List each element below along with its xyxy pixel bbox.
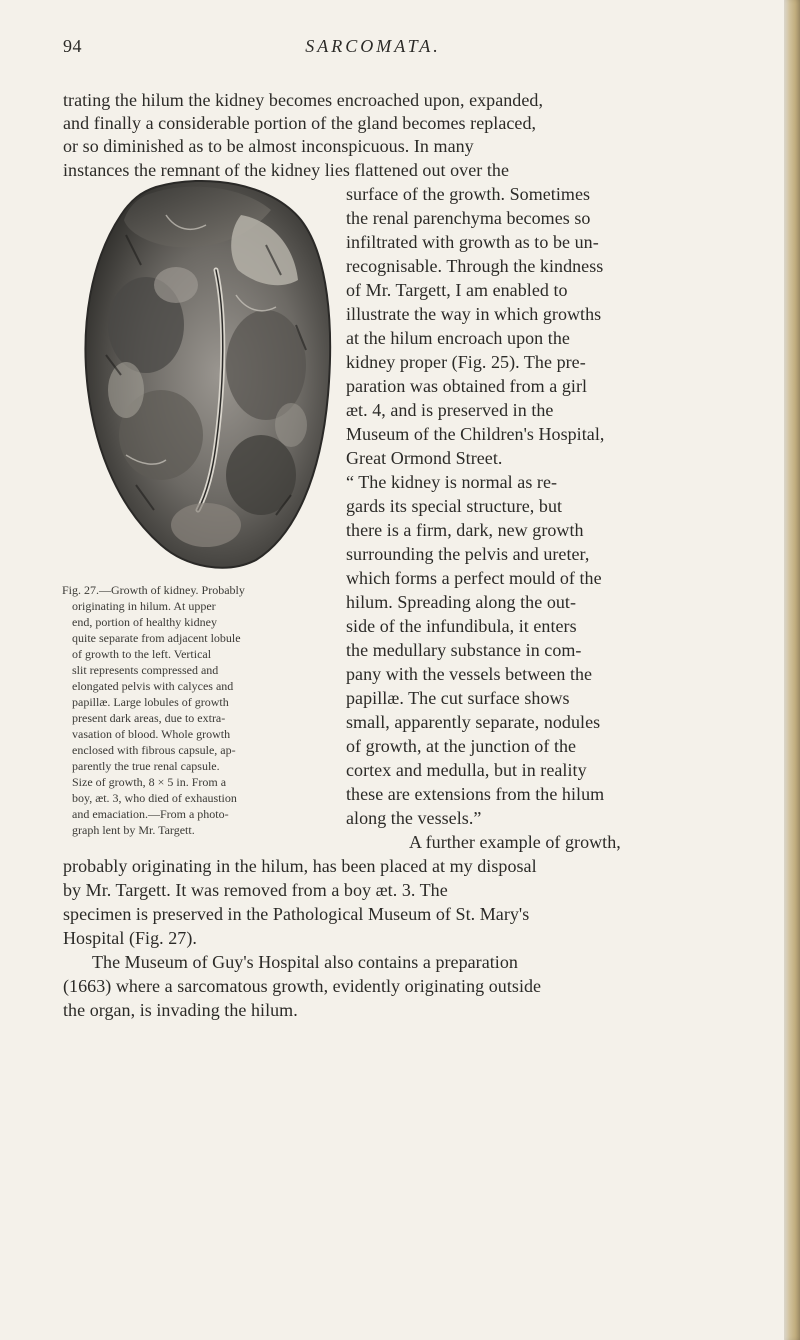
caption-line: present dark areas, due to extra- <box>72 711 226 725</box>
caption-line: enclosed with fibrous capsule, ap- <box>72 743 236 757</box>
text-line: The Museum of Guy's Hospital also contains a preparation <box>92 952 518 972</box>
text-line: side of the infundibula, it enters <box>346 616 577 636</box>
caption-line: Size of growth, 8 × 5 in. From a <box>72 775 227 789</box>
text-line: Great Ormond Street. <box>346 448 503 468</box>
text-line: of growth, at the junction of the <box>346 736 577 756</box>
text-line: and finally a considerable portion of the gland becomes replaced, <box>63 113 537 133</box>
caption-line: papillæ. Large lobules of growth <box>72 695 229 709</box>
text-line: small, apparently separate, nodules <box>346 712 601 732</box>
caption-line: graph lent by Mr. Targett. <box>72 823 195 837</box>
caption-line: boy, æt. 3, who died of exhaustion <box>72 791 237 805</box>
caption-line: parently the true renal capsule. <box>72 759 220 773</box>
text-line: instances the remnant of the kidney lies flattened out over the <box>63 160 510 180</box>
text-line: by Mr. Targett. It was removed from a boy æt. 3. The <box>63 880 448 900</box>
running-title: SARCOMATA. <box>305 36 441 56</box>
caption-line: originating in hilum. At upper <box>72 599 216 613</box>
caption-line: slit represents compressed and <box>72 663 219 677</box>
text-line: cortex and medulla, but in reality <box>346 760 587 780</box>
text-line: “ The kidney is normal as re- <box>346 472 558 492</box>
page-number: 94 <box>63 36 82 56</box>
text-line: along the vessels.” <box>346 808 482 828</box>
text-line: hilum. Spreading along the out- <box>346 592 577 612</box>
text-line: of Mr. Targett, I am enabled to <box>346 280 568 300</box>
text-line: these are extensions from the hilum <box>346 784 605 804</box>
caption-line: and emaciation.—From a photo- <box>72 807 229 821</box>
text-line: pany with the vessels between the <box>346 664 593 684</box>
text-line: æt. 4, and is preserved in the <box>346 400 554 420</box>
text-line: or so diminished as to be almost inconspicuous. In many <box>63 136 474 156</box>
text-line: A further example of growth, <box>409 832 621 852</box>
text-line: papillæ. The cut surface shows <box>346 688 570 708</box>
text-line: the medullary substance in com- <box>346 640 582 660</box>
text-line: at the hilum encroach upon the <box>346 328 570 348</box>
text-line: the organ, is invading the hilum. <box>63 1000 298 1020</box>
page-edge <box>784 0 800 1340</box>
caption-line: vasation of blood. Whole growth <box>72 727 231 741</box>
text-line: trating the hilum the kidney becomes encroached upon, expanded, <box>63 90 543 110</box>
kidney-growth-photograph <box>66 175 336 572</box>
text-line: the renal parenchyma becomes so <box>346 208 591 228</box>
text-line: surrounding the pelvis and ureter, <box>346 544 590 564</box>
text-line: (1663) where a sarcomatous growth, evidently originating outside <box>63 976 542 996</box>
text-line: there is a firm, dark, new growth <box>346 520 584 540</box>
text-line: probably originating in the hilum, has been placed at my disposal <box>63 856 537 876</box>
text-line: illustrate the way in which growths <box>346 304 602 324</box>
caption-line: of growth to the left. Vertical <box>72 647 212 661</box>
text-line: which forms a perfect mould of the <box>346 568 602 588</box>
caption-line: elongated pelvis with calyces and <box>72 679 234 693</box>
text-line: gards its special structure, but <box>346 496 563 516</box>
text-line: specimen is preserved in the Pathological Museum of St. Mary's <box>63 904 530 924</box>
text-line: paration was obtained from a girl <box>346 376 588 396</box>
text-line: surface of the growth. Sometimes <box>346 184 591 204</box>
caption-line: end, portion of healthy kidney <box>72 615 217 629</box>
page-header <box>63 36 723 64</box>
caption-line: quite separate from adjacent lobule <box>72 631 241 645</box>
text-line: Museum of the Children's Hospital, <box>346 424 605 444</box>
text-line: recognisable. Through the kindness <box>346 256 604 276</box>
text-line: Hospital (Fig. 27). <box>63 928 197 948</box>
text-line: infiltrated with growth as to be un- <box>346 232 599 252</box>
caption-line: Fig. 27.—Growth of kidney. Probably <box>62 583 245 597</box>
text-line: kidney proper (Fig. 25). The pre- <box>346 352 586 372</box>
